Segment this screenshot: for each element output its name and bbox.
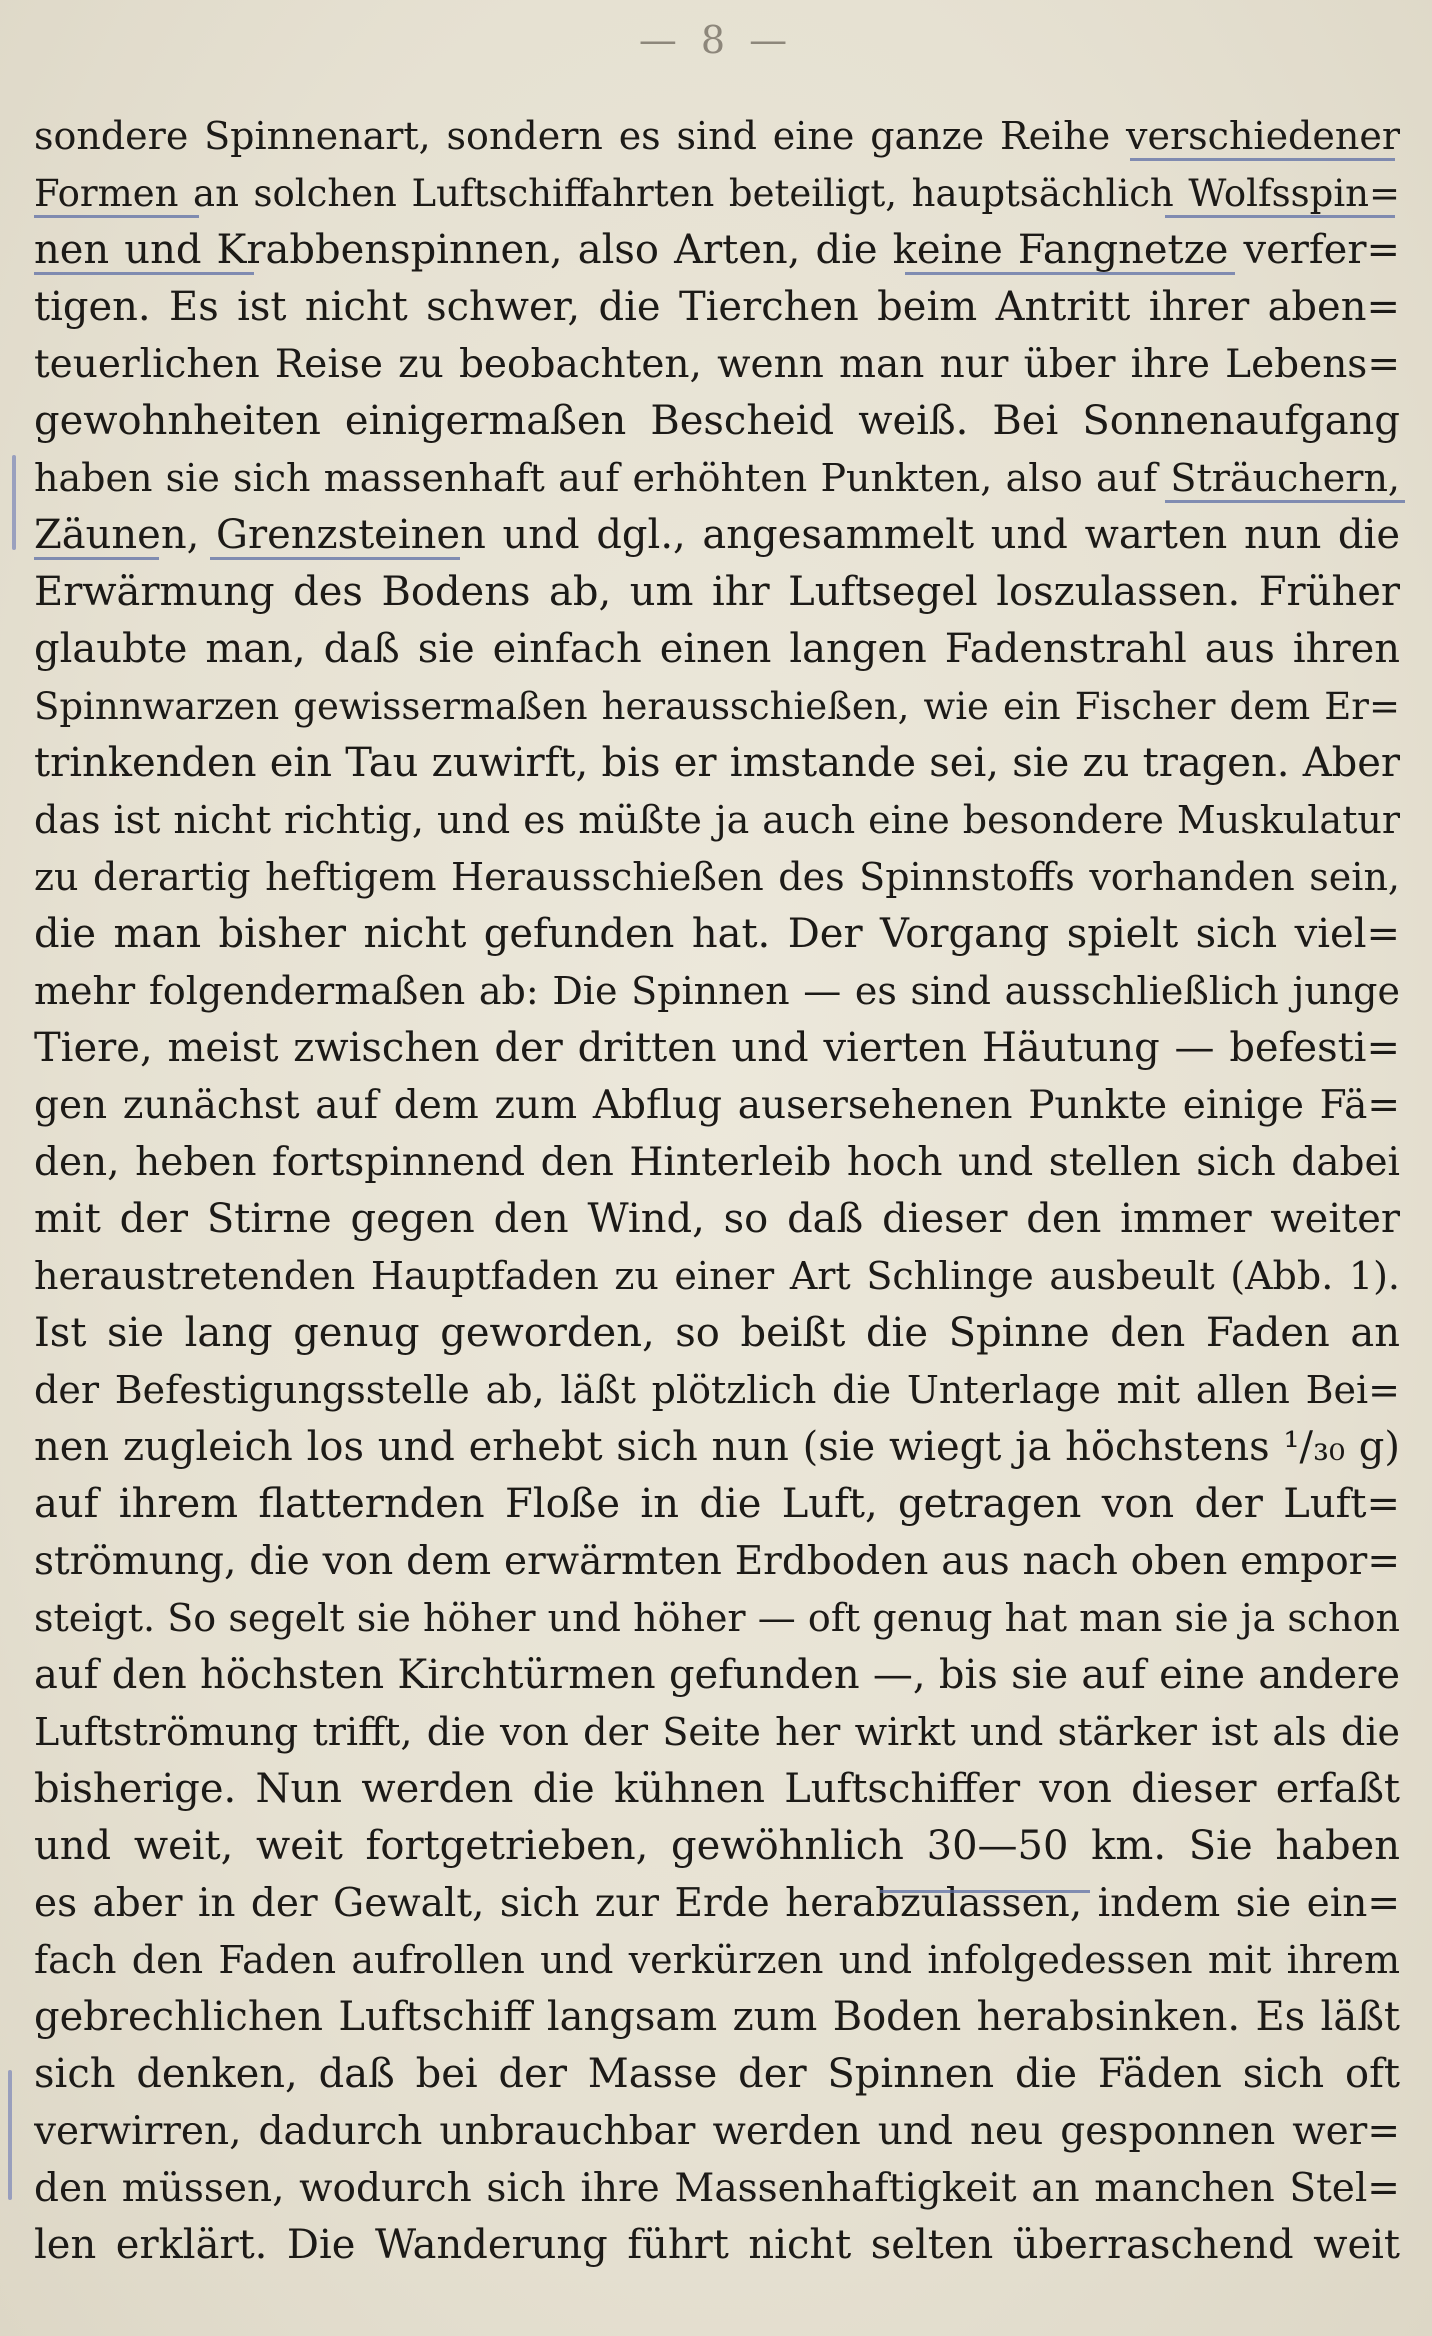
text-line: der Befestigungsstelle ab, läßt plötzlich die Unterlage mit allen Bei=	[34, 1368, 1400, 1412]
text-line: mehr folgendermaßen ab: Die Spinnen — es sind ausschließlich junge	[34, 969, 1400, 1013]
text-line: bisherige. Nun werden die kühnen Luftschiffer von dieser erfaßt	[34, 1766, 1400, 1812]
text-line: zu derartig heftigem Herausschießen des Spinnstoffs vorhanden sein,	[34, 855, 1400, 899]
margin-mark	[8, 2070, 12, 2200]
text-line: gen zunächst auf dem zum Abflug ausersehenen Punkte einige Fä=	[34, 1083, 1400, 1128]
text-line: glaubte man, daß sie einfach einen langen Fadenstrahl aus ihren	[34, 626, 1400, 672]
text-line: haben sie sich massenhaft auf erhöhten Punkten, also auf Sträuchern,	[34, 456, 1400, 500]
text-line: Ist sie lang genug geworden, so beißt die Spinne den Faden an	[34, 1310, 1400, 1356]
text-line: den, heben fortspinnend den Hinterleib hoch und stellen sich dabei	[34, 1140, 1400, 1185]
text-line: tigen. Es ist nicht schwer, die Tierchen beim Antritt ihrer aben=	[34, 284, 1400, 330]
text-line: den müssen, wodurch sich ihre Massenhaftigkeit an manchen Stel=	[34, 2166, 1400, 2211]
text-line: gewohnheiten einigermaßen Bescheid weiß. Bei Sonnenaufgang	[34, 398, 1400, 444]
text-line: len erklärt. Die Wanderung führt nicht selten überraschend weit	[34, 2222, 1400, 2268]
text-line: fach den Faden aufrollen und verkürzen und infolgedessen mit ihrem	[34, 1938, 1400, 1982]
text-line: Zäunen, Grenzsteinen und dgl., angesammelt und warten nun die	[34, 512, 1400, 558]
text-line: Formen an solchen Luftschiffahrten beteiligt, hauptsächlich Wolfsspin=	[34, 172, 1400, 215]
text-line: auf ihrem flatternden Floße in die Luft, getragen von der Luft=	[34, 1481, 1400, 1527]
pencil-underline	[1130, 158, 1395, 161]
text-line: Spinnwarzen gewissermaßen herausschießen, wie ein Fischer dem Er=	[34, 685, 1400, 728]
text-line: trinkenden ein Tau zuwirft, bis er imstande sei, sie zu tragen. Aber	[34, 740, 1400, 786]
text-line: gebrechlichen Luftschiff langsam zum Boden herabsinken. Es läßt	[34, 1994, 1400, 2040]
text-line: sondere Spinnenart, sondern es sind eine ganze Reihe verschiedener	[34, 114, 1400, 158]
text-line: teuerlichen Reise zu beobachten, wenn man nur über ihre Lebens=	[34, 342, 1400, 387]
text-line: strömung, die von dem erwärmten Erdboden aus nach oben empor=	[34, 1539, 1400, 1584]
pencil-underline	[34, 557, 159, 560]
text-line: nen und Krabbenspinnen, also Arten, die keine Fangnetze verfer=	[34, 227, 1400, 273]
text-line: steigt. So segelt sie höher und höher — oft genug hat man sie ja schon	[34, 1596, 1400, 1640]
pencil-underline	[1165, 215, 1395, 218]
text-line: nen zugleich los und erhebt sich nun (sie wiegt ja höchstens ¹/₃₀ g)	[34, 1424, 1400, 1470]
text-line: mit der Stirne gegen den Wind, so daß dieser den immer weiter	[34, 1196, 1400, 1242]
text-line: das ist nicht richtig, und es müßte ja auch eine besondere Muskulatur	[34, 798, 1400, 842]
text-line: Luftströmung trifft, die von der Seite her wirkt und stärker ist als die	[34, 1710, 1400, 1754]
page-number: — 8 —	[638, 18, 794, 62]
pencil-underline	[34, 215, 199, 218]
margin-mark	[12, 455, 16, 550]
text-line: heraustretenden Hauptfaden zu einer Art Schlinge ausbeult (Abb. 1).	[34, 1254, 1400, 1298]
body-text	[34, 108, 1400, 2274]
text-line: und weit, weit fortgetrieben, gewöhnlich 30—50 km. Sie haben	[34, 1823, 1400, 1869]
pencil-underline	[905, 272, 1235, 275]
pencil-underline	[880, 1890, 1090, 1893]
pencil-underline	[34, 272, 254, 275]
pencil-underline	[210, 557, 460, 560]
text-line: es aber in der Gewalt, sich zur Erde herabzulassen, indem sie ein=	[34, 1881, 1400, 1926]
text-line: die man bisher nicht gefunden hat. Der Vorgang spielt sich viel=	[34, 911, 1400, 957]
text-line: auf den höchsten Kirchtürmen gefunden —, bis sie auf eine andere	[34, 1652, 1400, 1698]
text-line: Tiere, meist zwischen der dritten und vierten Häutung — befesti=	[34, 1025, 1400, 1071]
text-line: verwirren, dadurch unbrauchbar werden und neu gesponnen wer=	[34, 2109, 1400, 2154]
text-line: sich denken, daß bei der Masse der Spinnen die Fäden sich oft	[34, 2051, 1400, 2097]
text-line: Erwärmung des Bodens ab, um ihr Luftsegel loszulassen. Früher	[34, 569, 1400, 615]
pencil-underline	[1165, 500, 1405, 503]
